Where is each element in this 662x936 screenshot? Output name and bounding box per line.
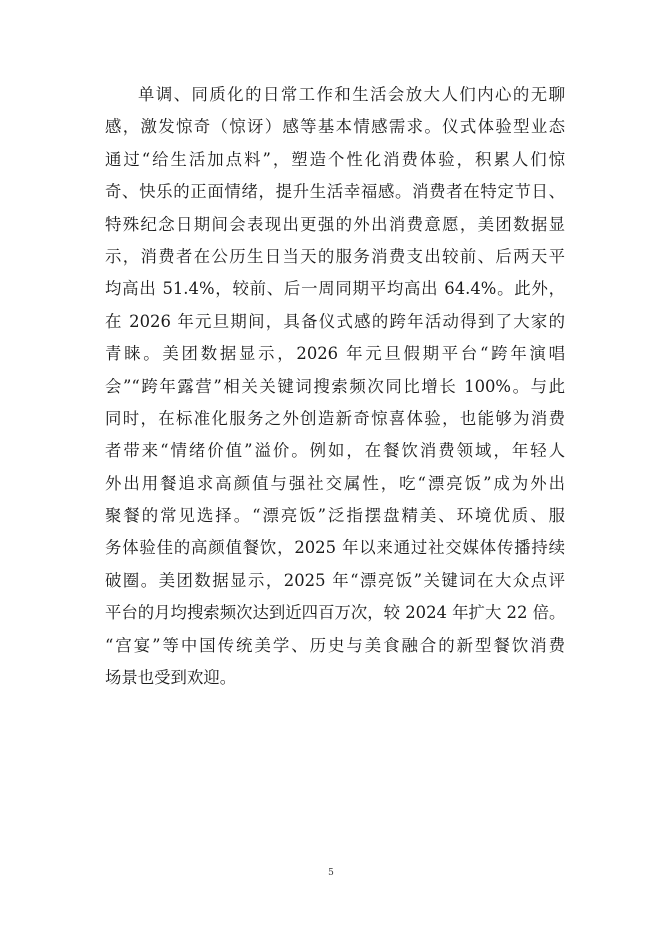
paragraph-line: 特殊纪念日期间会表现出更强的外出消费意愿，美团数据显: [105, 214, 565, 234]
paragraph-line: 同时，在标准化服务之外创造新奇惊喜体验，也能够为消费: [105, 408, 565, 428]
body-paragraph: [105, 79, 565, 694]
paragraph-line: 均高出 51.4%，较前、后一周同期平均高出 64.4%。此外，: [105, 279, 565, 299]
paragraph-line: 破圈。美团数据显示，2025 年“漂亮饭”关键词在大众点评: [105, 570, 565, 590]
paragraph-line: 单调、同质化的日常工作和生活会放大人们内心的无聊: [138, 85, 565, 104]
paragraph-line: 聚餐的常见选择。“漂亮饭”泛指摆盘精美、环境优质、服: [105, 506, 565, 526]
paragraph-line: 外出用餐追求高颜值与强社交属性，吃“漂亮饭”成为外出: [105, 473, 565, 493]
paragraph-line: 通过“给生活加点料”，塑造个性化消费体验，积累人们惊: [105, 149, 565, 169]
paragraph-line: 示，消费者在公历生日当天的服务消费支出较前、后两天平: [105, 246, 565, 266]
paragraph-line: 奇、快乐的正面情绪，提升生活幸福感。消费者在特定节日、: [105, 182, 565, 202]
paragraph-line: 青睐。美团数据显示，2026 年元旦假期平台“跨年演唱: [105, 344, 565, 364]
paragraph-line: 务体验佳的高颜值餐饮，2025 年以来通过社交媒体传播持续: [105, 538, 565, 558]
paragraph-line: 感，激发惊奇（惊讶）感等基本情感需求。仪式体验型业态: [105, 117, 565, 137]
paragraph-line: 平台的月均搜索频次达到近四百万次，较 2024 年扩大 22 倍。: [105, 603, 566, 623]
paragraph-line: “宫宴”等中国传统美学、历史与美食融合的新型餐饮消费: [105, 635, 565, 655]
page-number: 5: [328, 868, 334, 878]
paragraph-line: 者带来“情绪价值”溢价。例如，在餐饮消费领域，年轻人: [105, 441, 565, 461]
paragraph-line: 场景也受到欢迎。: [105, 668, 237, 688]
paragraph-line: 会”“跨年露营”相关关键词搜索频次同比增长 100%。与此: [105, 376, 565, 396]
paragraph-line: 在 2026 年元旦期间，具备仪式感的跨年活动得到了大家的: [105, 311, 565, 331]
